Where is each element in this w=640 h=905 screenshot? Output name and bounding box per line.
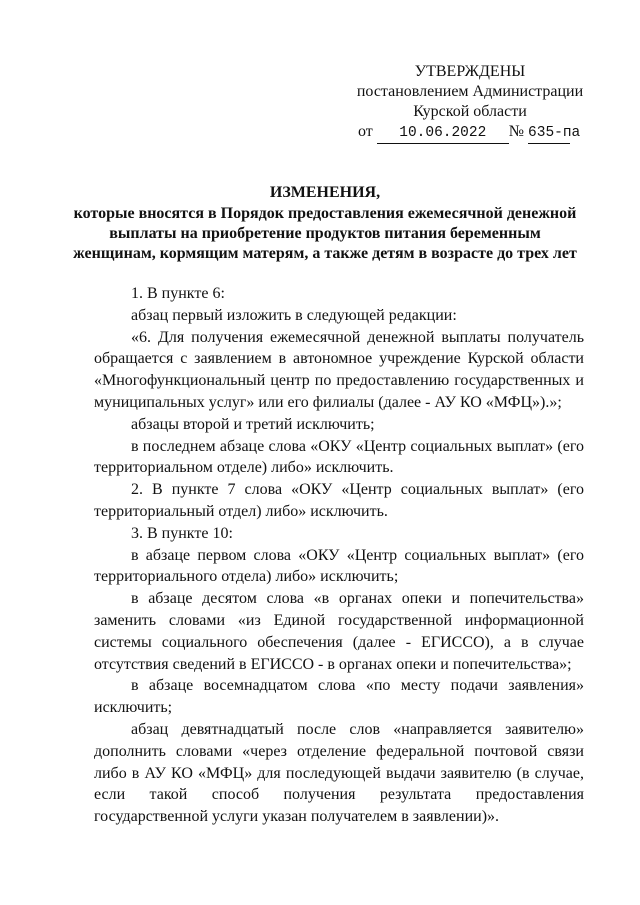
paragraph: 1. В пункте 6: — [131, 285, 225, 302]
approval-decree-line: постановлением Администрации — [356, 83, 584, 100]
approval-heading: УТВЕРЖДЕНЫ — [414, 63, 526, 80]
paragraph: в абзаце десятом слова «в органах опеки и попечительства» заменить словами «из Единой государственной информационной системы социального обеспечения (далее - ЕГИССО), а в случае отсутствия сведений в ЕГИССО - в органах опеки и попечительства»; — [94, 590, 584, 673]
approval-block — [350, 62, 590, 144]
decree-number: 635-па — [528, 123, 570, 144]
paragraph: в абзаце первом слова «ОКУ «Центр социальных выплат» (его территориального отдела) либо» исключить; — [94, 546, 584, 586]
title-line-2: выплаты на приобретение продуктов питания беременным — [109, 225, 541, 242]
paragraph: «6. Для получения ежемесячной денежной выплаты получатель обращается с заявлением в автономное учреждение Курской области «Многофункциональный центр по предоставлению государственных и муниципальных услуг» или его филиалы (далее - АУ КО «МФЦ»).»; — [94, 328, 584, 411]
paragraph: в абзаце восемнадцатом слова «по месту подачи заявления» исключить; — [94, 677, 584, 717]
decree-date: 10.06.2022 — [377, 123, 509, 144]
document-body — [94, 283, 584, 828]
approval-region-line: Курской области — [413, 103, 527, 120]
approval-date-line — [358, 122, 590, 144]
paragraph: абзац первый изложить в следующей редакции: — [131, 306, 457, 324]
title-line-3: женщинам, кормящим матерям, а также детям в возрасте до трех лет — [73, 245, 577, 262]
paragraph: абзац девятнадцатый после слов «направляется заявителю» дополнить словами «через отделение федеральной почтовой связи либо в АУ КО «МФЦ» для последующей выдачи заявителю (в случае, если такой способ получения результата предоставления государственной услуги указан получателем в заявлении)». — [94, 720, 584, 826]
title-line-1: которые вносятся в Порядок предоставления ежемесячной денежной — [73, 205, 577, 222]
paragraph: 2. В пункте 7 слова «ОКУ «Центр социальных выплат» (его территориальный отдел) либо» исключить. — [94, 481, 584, 520]
number-sign: № — [508, 123, 525, 140]
paragraph: абзацы второй и третий исключить; — [131, 415, 375, 433]
date-prefix: от — [358, 123, 373, 140]
title-heading: ИЗМЕНЕНИЯ, — [269, 184, 381, 201]
paragraph: 3. В пункте 10: — [131, 524, 233, 542]
paragraph: в последнем абзаце слова «ОКУ «Центр социальных выплат» (его территориальном отделе) либо» исключить. — [94, 437, 584, 477]
document-title — [70, 183, 580, 264]
